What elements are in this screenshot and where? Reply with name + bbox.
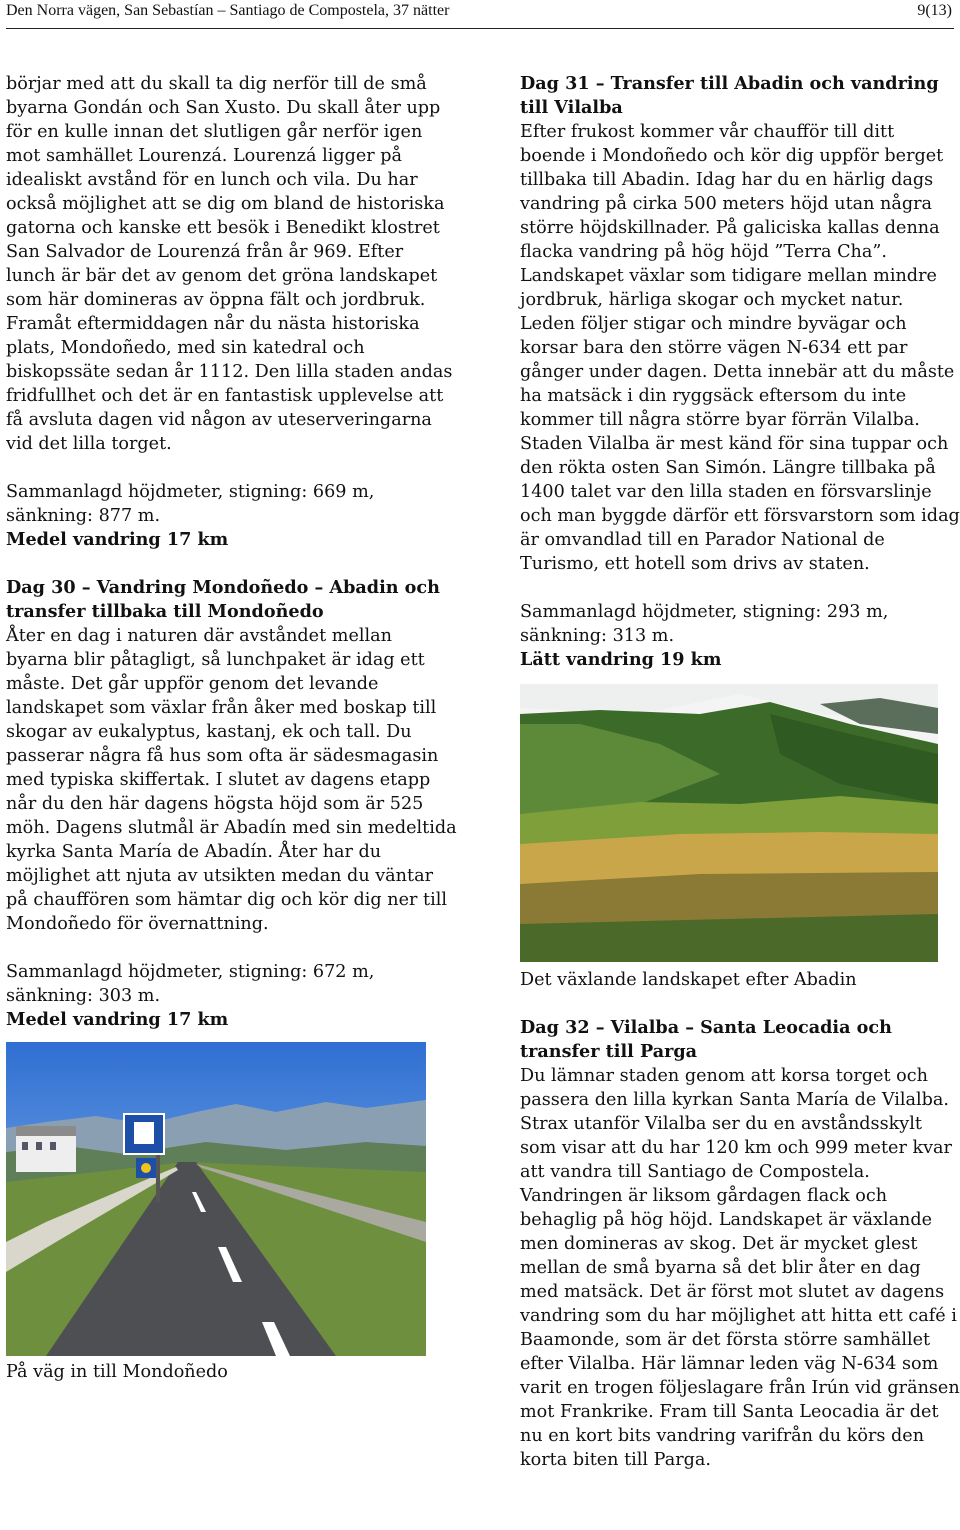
road-to-mondonedo-photo [6, 1042, 426, 1356]
day29-difficulty: Medel vandring 17 km [6, 529, 229, 550]
intro-paragraph: börjar med att du skall ta dig nerför till de små byarna Gondán och San Xusto. Du skall åter upp för en kulle innan det slutligen går nerför igen mot samhället Lourenzá. Lourenzá ligger på idealiskt avstånd för en lunch och vila. Du har också möjlighet att se dig om bland de historiska gatorna och kanske ett besök i Benedikt klostret San Salvador de Lourenzá från år 969. Efter lunch är bär det av genom det gröna landskapet som här domineras av öppna fält och jordbruk. Framåt eftermiddagen når du nästa historiska plats, Mondoñedo, med sin katedral och biskopssäte sedan år 1112. Den lilla staden andas fridfullhet och det är en fantastisk upplevelse att få avsluta dagen vid någon av uteserveringarna vid det lilla torget. [6, 74, 453, 454]
day31-paragraph: Efter frukost kommer vår chaufför till ditt boende i Mondoñedo och kör dig uppför berget tillbaka till Abadin. Idag har du en härlig dags vandring på cirka 500 meters höjd utan några större höjdskillnader. På galiciska kallas denna flacka vandring på hög höjd ”Terra Cha”. Landskapet växlar som tidigare mellan mindre jordbruk, härliga skogar och mycket natur. Leden följer stigar och mindre byvägar och korsar bara den större vägen N-634 ett par gånger under dagen. Detta innebär att du måste ha matsäck i din ryggsäck eftersom du inte kommer till några större byar förrän Vilalba. Staden Vilalba är mest känd för sina tuppar och den rökta osten San Simón. Längre tillbaka på 1400 talet var den lilla staden en försvarslinje och man byggde därför ett försvarstorn som idag är omvandlad till en Parador National de Turismo, ett hotell som drivs av staten. [520, 122, 960, 574]
left-column [6, 72, 458, 1384]
right-column [520, 72, 960, 1472]
day32-paragraph: Du lämnar staden genom att korsa torget och passera den lilla kyrkan Santa María de Vilalba. Strax utanför Vilalba ser du en avståndsskylt som visar att du har 120 km och 999 meter kvar att vandra till Santiago de Compostela. Vandringen är liksom gårdagen flack och behaglig på hög höjd. Landskapet är växlande men domineras av skog. Det är mycket glest mellan de små byarna så det blir åter en dag med matsäck. Det är först mot slutet av dagens vandring som du har möjlighet att hitta ett café i Baamonde, som är det första större samhället efter Vilalba. Här lämnar leden väg N-634 som varit en trogen följeslagare från Irún vid gränsen mot Frankrike. Fram till Santa Leocadia är det nu en kort bits vandring varifrån du körs den korta biten till Parga. [520, 1066, 960, 1470]
left-photo-caption: På väg in till Mondoñedo [6, 1362, 228, 1382]
day30-elevation-stats: Sammanlagd höjdmeter, stigning: 672 m, sänkning: 303 m. [6, 962, 375, 1006]
day30-paragraph: Åter en dag i naturen där avståndet mellan byarna blir påtagligt, så lunchpaket är idag ett måste. Det går uppför genom det levande landskapet som växlar från åker med boskap till skogar av eukalyptus, kastanj, ek och tall. Du passerar några få hus som ofta är sädesmagasin med typiska skiffertak. I slutet av dagens etapp når du den här dagens högsta höjd som är 525 möh. Dagens slutmål är Abadín med sin medeltida kyrka Santa María de Abadín. Åter har du möjlighet att njuta av utsikten medan du väntar på chauffören som hämtar dig och kör dig ner till Mondoñedo för övernattning. [6, 626, 457, 934]
day31-heading: Dag 31 – Transfer till Abadin och vandring till Vilalba [520, 73, 939, 118]
document-title: Den Norra vägen, San Sebastían – Santiago de Compostela, 37 nätter [6, 2, 450, 19]
day30-heading: Dag 30 – Vandring Mondoñedo – Abadin och transfer tillbaka till Mondoñedo [6, 577, 440, 622]
page-header [6, 0, 954, 29]
page-number: 9(13) [917, 2, 952, 19]
day31-difficulty: Lätt vandring 19 km [520, 649, 722, 670]
day31-elevation-stats: Sammanlagd höjdmeter, stigning: 293 m, sänkning: 313 m. [520, 602, 889, 646]
day32-heading: Dag 32 – Vilalba – Santa Leocadia och transfer till Parga [520, 1017, 892, 1062]
landscape-after-abadin-photo [520, 684, 938, 962]
day29-elevation-stats: Sammanlagd höjdmeter, stigning: 669 m, sänkning: 877 m. [6, 482, 375, 526]
day30-difficulty: Medel vandring 17 km [6, 1009, 229, 1030]
right-photo-caption: Det växlande landskapet efter Abadin [520, 970, 857, 990]
